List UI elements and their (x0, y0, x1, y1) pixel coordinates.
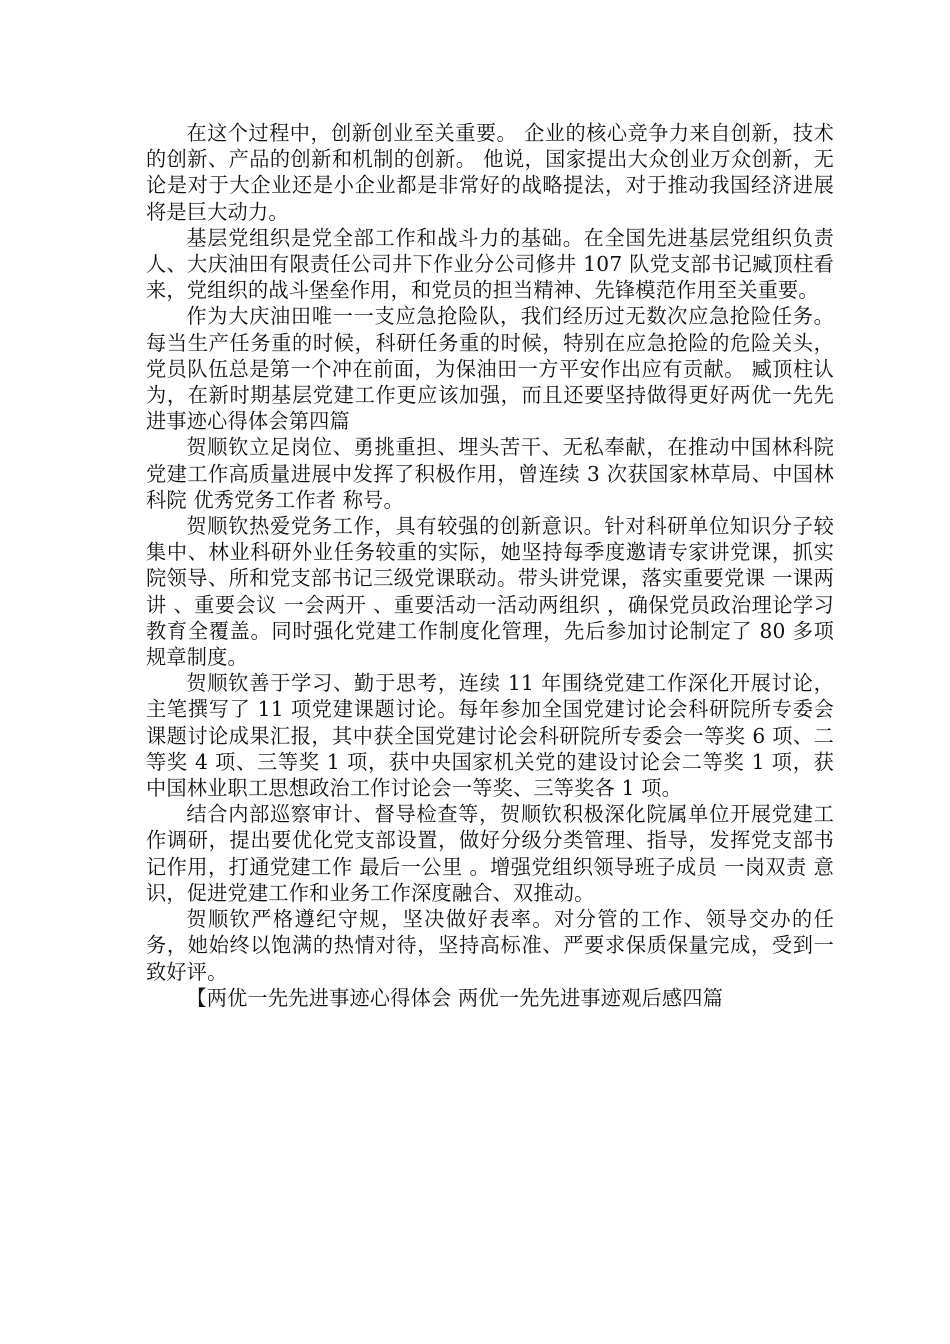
paragraph-5: 贺顺钦热爱党务工作，具有较强的创新意识。针对科研单位知识分子较集中、林业科研外业任务较重的实际，她坚持每季度邀请专家讲党课，抓实院领导、所和党支部书记三级党课联动。带头讲党课，落实重要党课 一课两讲 、重要会议 一会两开 、重要活动一活动两组织 ，确保党员政治理论学习教育全覆盖。同时强化党建工作制度化管理，先后参加讨论制定了 80 多项规章制度。 (146, 514, 834, 670)
paragraph-8: 贺顺钦严格遵纪守规，坚决做好表率。对分管的工作、领导交办的任务，她始终以饱满的热情对待，坚持高标准、严要求保质保量完成，受到一致好评。 (146, 907, 834, 984)
paragraph-6: 贺顺钦善于学习、勤于思考，连续 11 年围绕党建工作深化开展讨论，主笔撰写了 11 项党建课题讨论。每年参加全国党建讨论会科研院所专委会课题讨论成果汇报，其中获全国党建讨论会科研院所专委会一等奖 6 项、二等奖 4 项、三等奖 1 项，获中央国家机关党的建设讨论会二等奖 1 项，获中国林业职工思想政治工作讨论会一等奖、三等奖各 1 项。 (146, 671, 834, 801)
paragraph-7: 结合内部巡察审计、督导检查等，贺顺钦积极深化院属单位开展党建工作调研，提出要优化党支部设置，做好分级分类管理、指导，发挥党支部书记作用，打通党建工作 最后一公里 。增强党组织领导班子成员 一岗双责 意识，促进党建工作和业务工作深度融合、双推动。 (146, 802, 834, 905)
closing-title-line: 【两优一先先进事迹心得体会 两优一先先进事迹观后感四篇 (186, 985, 724, 1010)
paragraph-3: 作为大庆油田唯一一支应急抢险队，我们经历过无数次应急抢险任务。每当生产任务重的时候，科研任务重的时候，特别在应急抢险的危险关头，党员队伍总是第一个冲在前面，为保油田一方平安作出应有贡献。 臧顶柱认为，在新时期基层党建工作更应该加强，而且还要坚持做得更好两优一先先进事迹心得体会第四篇 (146, 304, 834, 434)
paragraph-1: 在这个过程中，创新创业至关重要。 企业的核心竞争力来自创新，技术的创新、产品的创新和机制的创新。 他说，国家提出大众创业万众创新，无论是对于大企业还是小企业都是非常好的战略提法，对于推动我国经济进展将是巨大动力。 (146, 121, 834, 224)
paragraph-2: 基层党组织是党全部工作和战斗力的基础。在全国先进基层党组织负责人、大庆油田有限责任公司井下作业分公司修井 107 队党支部书记臧顶柱看来，党组织的战斗堡垒作用，和党员的担当精神、先锋模范作用至关重要。 (146, 225, 834, 303)
paragraph-4: 贺顺钦立足岗位、勇挑重担、埋头苦干、无私奉献，在推动中国林科院党建工作高质量进展中发挥了积极作用，曾连续 3 次获国家林草局、中国林科院 优秀党务工作者 称号。 (146, 435, 834, 512)
document-body (146, 120, 834, 1011)
